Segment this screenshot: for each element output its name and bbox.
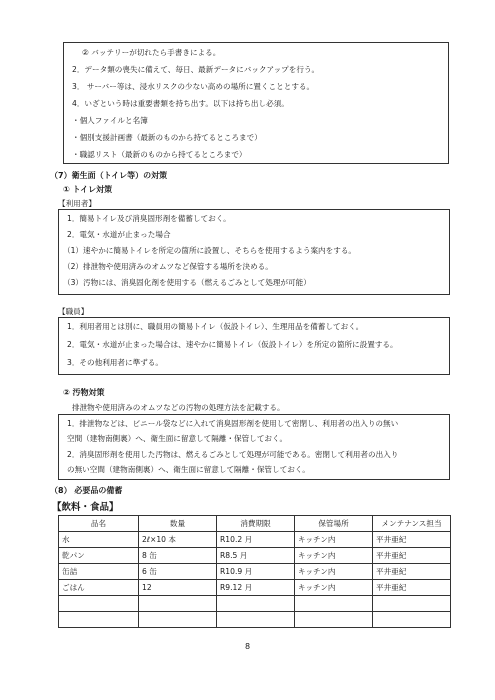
table-cell: 平井亜紀 (373, 532, 451, 548)
table-cell: R8.5 月 (217, 548, 295, 564)
table-cell: キッチン内 (295, 580, 373, 596)
food-subheading: 【飲料・食品】 (52, 502, 119, 513)
waste-line: 空間（建物南側裏）へ、衛生面に留意して隔離・保管しておく。 (67, 434, 288, 443)
table-cell (373, 596, 451, 612)
column-header: メンテナンス担当 (373, 516, 451, 532)
staff-label: 【職員】 (58, 307, 89, 316)
column-header: 品名 (59, 516, 139, 532)
users-line: （3）汚物には、消臭固化剤を使用する（燃えるごみとして処理が可能） (63, 278, 311, 287)
waste-line: 1．排泄物などは、ビニール袋などに入れて消臭固形剤を使用して密閉し、利用者の出入りの無い (67, 419, 399, 428)
box1-line: ・個人ファイルと名簿 (72, 116, 148, 125)
table-cell (295, 596, 373, 612)
table-cell (217, 612, 295, 628)
waste-measures-heading: ② 汚物対策 (63, 388, 105, 397)
table-cell (217, 596, 295, 612)
table-cell (139, 612, 217, 628)
table-row (59, 564, 451, 580)
staff-line: 3．その他利用者に準ずる。 (67, 358, 163, 367)
table-header-row (59, 516, 451, 532)
table-cell (59, 612, 139, 628)
box1-line: 2．データ類の喪失に備えて、毎日、最新データにバックアップを行う。 (72, 65, 320, 74)
column-header: 数量 (139, 516, 217, 532)
table-row (59, 596, 451, 612)
column-header: 消費期限 (217, 516, 295, 532)
toilet-measures-heading: ① トイレ対策 (63, 185, 113, 194)
table-cell (139, 596, 217, 612)
table-cell: 12 (139, 580, 217, 596)
staff-line: 2．電気・水道が止まった場合は、速やかに簡易トイレ（仮設トイレ）を所定の箇所に設置する。 (67, 340, 398, 349)
table-row (59, 612, 451, 628)
stock-table (58, 515, 451, 628)
table-cell (295, 612, 373, 628)
table-cell: R10.2 月 (217, 532, 295, 548)
table-cell: 6 缶 (139, 564, 217, 580)
table-cell: キッチン内 (295, 548, 373, 564)
users-toilet-box (58, 209, 450, 295)
box1-line: ② バッテリーが切れたら手書きによる。 (82, 48, 221, 57)
table-cell: 平井亜紀 (373, 580, 451, 596)
section-7-heading: （7）衛生面（トイレ等）の対策 (50, 171, 168, 180)
section-8-heading: （8） 必要品の備蓄 (50, 486, 123, 495)
box1-line: ・職認リスト（最新のものから持てるところまで） (72, 150, 247, 159)
table-cell: ごはん (59, 580, 139, 596)
table-cell: 乾パン (59, 548, 139, 564)
table-cell (373, 612, 451, 628)
table-cell: 水 (59, 532, 139, 548)
box1-line: 4．いざという時は重要書類を持ち出す。以下は持ち出し必須。 (72, 99, 289, 108)
table-cell: 8 缶 (139, 548, 217, 564)
table-cell: R10.9 月 (217, 564, 295, 580)
waste-intro: 排泄物や使用済みのオムツなどの汚物の処理方法を記載する。 (72, 403, 285, 412)
table-cell (59, 596, 139, 612)
table-row (59, 532, 451, 548)
box1-line: 3． サーバー等は、浸水リスクの少ない高めの場所に置くこととする。 (72, 82, 315, 91)
users-line: （2）排泄物や使用済みのオムツなど保管する場所を決める。 (63, 262, 273, 271)
users-line: （1）速やかに簡易トイレを所定の箇所に設置し、そちらを使用するよう案内をする。 (63, 246, 357, 255)
table-cell: 缶詰 (59, 564, 139, 580)
table-row (59, 580, 451, 596)
table-cell: キッチン内 (295, 532, 373, 548)
waste-line: の無い空間（建物南側裏）へ、衛生面に留意して隔離・保管しておく。 (67, 465, 310, 474)
backup-instructions-box (63, 42, 449, 164)
table-cell: 平井亜紀 (373, 564, 451, 580)
column-header: 保管場所 (295, 516, 373, 532)
users-line: 2．電気・水道が止まった場合 (67, 230, 171, 239)
table-cell: 2ℓ×10 本 (139, 532, 217, 548)
staff-line: 1．利用者用とは別に、職員用の簡易トイレ（仮設トイレ）、生理用品を備蓄しておく。 (67, 322, 364, 331)
waste-handling-box (58, 414, 450, 480)
staff-toilet-box (58, 317, 450, 375)
table-cell: R9.12 月 (217, 580, 295, 596)
users-line: 1．簡易トイレ及び消臭固形剤を備蓄しておく。 (67, 214, 231, 223)
box1-line: ・個別支援計画書（最新のものから持てるところまで） (72, 133, 262, 142)
users-label: 【利用者】 (58, 199, 96, 208)
table-cell: キッチン内 (295, 564, 373, 580)
page-number: 8 (244, 642, 251, 651)
waste-line: 2．消臭固形剤を使用した汚物は、燃えるごみとして処理が可能である。密閉して利用者の出入り (67, 450, 399, 459)
table-row (59, 548, 451, 564)
table-cell: 平井亜紀 (373, 548, 451, 564)
